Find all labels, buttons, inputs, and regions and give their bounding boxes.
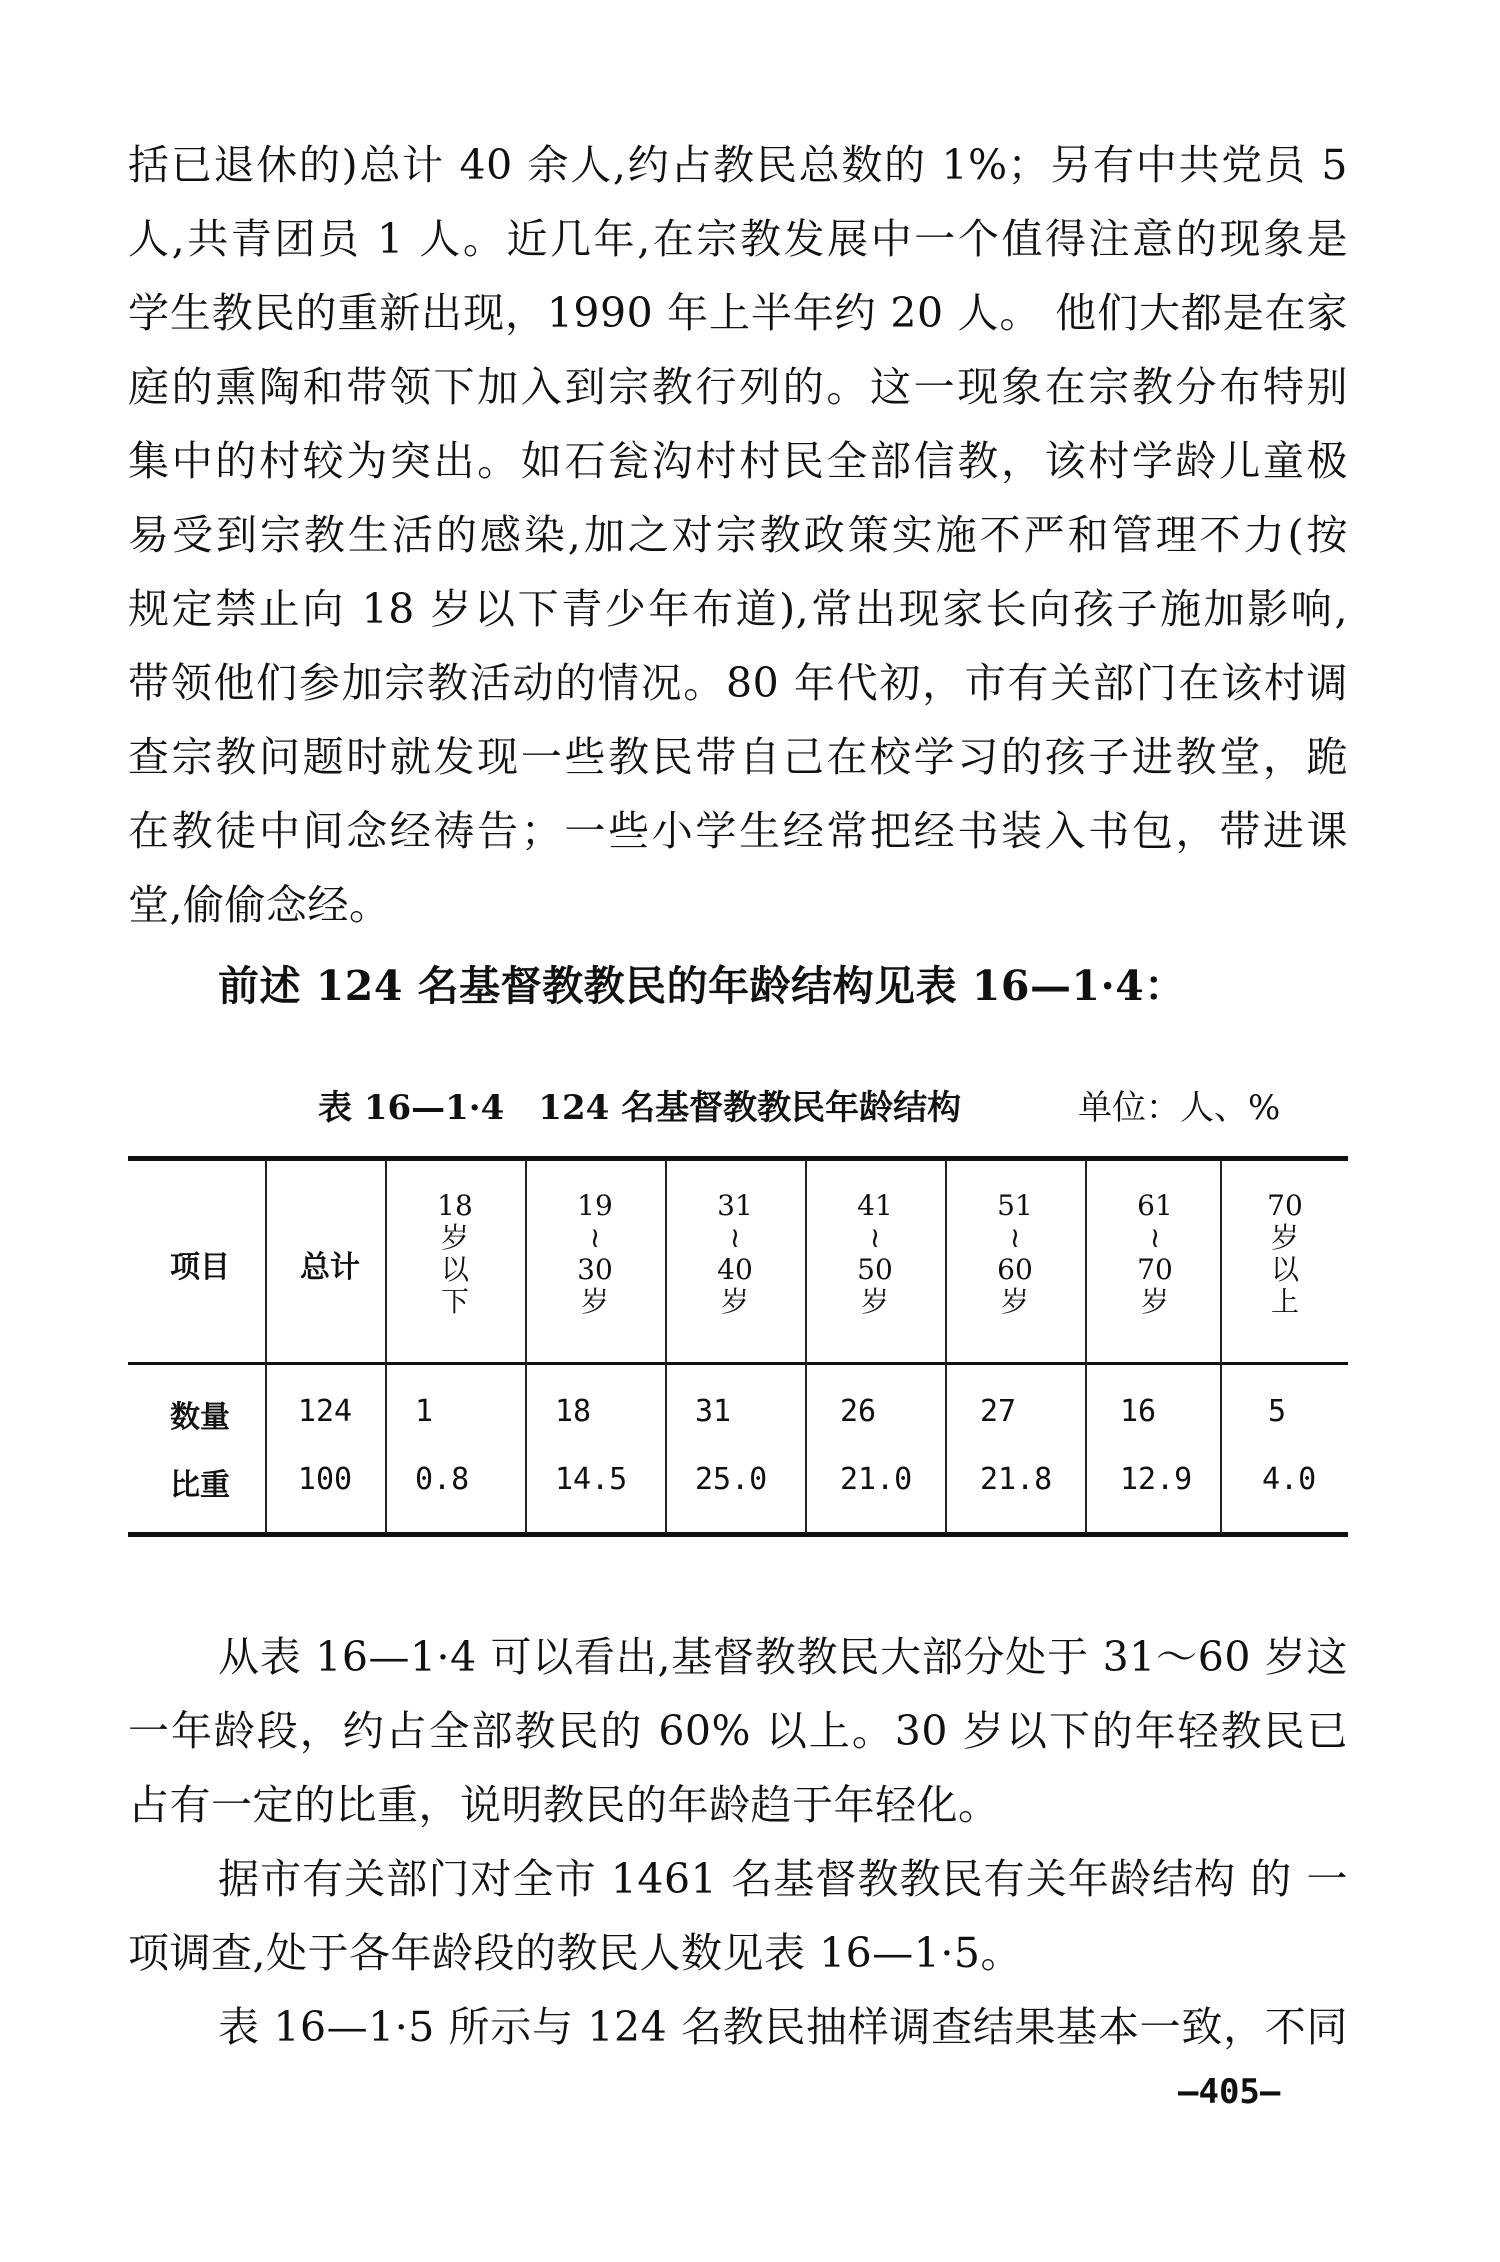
table-cell: 31 xyxy=(695,1394,732,1429)
table-header-age-group: 19 ≀ 30 岁 xyxy=(577,1189,613,1318)
table-column-divider xyxy=(525,1160,527,1534)
table-cell: 14.5 xyxy=(555,1462,628,1497)
table-header-age-group: 70 岁 以 上 xyxy=(1267,1189,1303,1318)
table-column-divider xyxy=(1220,1160,1222,1534)
table-cell: 4.0 xyxy=(1262,1462,1317,1497)
table-row-label: 数量 xyxy=(170,1400,230,1435)
paragraph-5 xyxy=(128,1990,1348,2064)
table-caption xyxy=(318,1080,1281,1129)
table-header-age-group: 41 ≀ 50 岁 xyxy=(857,1189,893,1318)
paragraph-4 xyxy=(128,1842,1348,1990)
table-row-label: 比重 xyxy=(170,1468,230,1503)
table-cell: 1 xyxy=(415,1394,434,1429)
text-line: 括已退休的)总计 40 余人,约占教民总数的 1%；另有中共党员 5 xyxy=(128,141,1348,189)
table-header-age-group: 18 岁 以 下 xyxy=(437,1189,473,1318)
page-number: —405— xyxy=(1178,2072,1281,2112)
table-cell: 21.8 xyxy=(980,1462,1053,1497)
table-bottom-rule xyxy=(128,1532,1348,1537)
text-line: 项调查,处于各年龄段的教民人数见表 16—1·5。 xyxy=(128,1929,1022,1977)
paragraph-2 xyxy=(128,949,1348,1023)
table-cell: 5 xyxy=(1268,1394,1287,1429)
text-line: 在教徒中间念经祷告；一些小学生经常把经书装入书包，带进课 xyxy=(128,807,1348,855)
table-column-divider xyxy=(265,1160,267,1534)
table-cell: 0.8 xyxy=(415,1462,470,1497)
text-line: 表 16—1·5 所示与 124 名教民抽样调查结果基本一致，不同 xyxy=(218,2003,1348,2051)
table-column-divider xyxy=(945,1160,947,1534)
text-line: 庭的熏陶和带领下加入到宗教行列的。这一现象在宗教分布特别 xyxy=(128,363,1348,411)
paragraph-3 xyxy=(128,1620,1348,1842)
text-line: 学生教民的重新出现，1990 年上半年约 20 人。 他们大都是在家 xyxy=(128,289,1348,337)
text-line: 查宗教问题时就发现一些教民带自己在校学习的孩子进教堂，跪 xyxy=(128,733,1348,781)
table-cell: 124 xyxy=(297,1394,353,1429)
table-cell: 27 xyxy=(980,1394,1017,1429)
table-cell: 26 xyxy=(840,1394,877,1429)
text-line: 堂,偷偷念经。 xyxy=(128,881,391,929)
table-column-divider xyxy=(385,1160,387,1534)
table-column-divider xyxy=(1085,1160,1087,1534)
table-header-total: 总计 xyxy=(300,1250,360,1285)
table-header-age-group: 61 ≀ 70 岁 xyxy=(1137,1189,1173,1318)
table-header-rule xyxy=(128,1362,1348,1365)
table-top-rule xyxy=(128,1156,1348,1161)
table-header-age-group: 31 ≀ 40 岁 xyxy=(717,1189,753,1318)
table-unit: 单位：人、% xyxy=(1078,1088,1281,1128)
table-column-divider xyxy=(805,1160,807,1534)
text-line: 从表 16—1·4 可以看出,基督教教民大部分处于 31～60 岁这 xyxy=(218,1633,1348,1681)
text-line: 人,共青团员 1 人。近几年,在宗教发展中一个值得注意的现象是 xyxy=(128,215,1348,263)
text-line: 易受到宗教生活的感染,加之对宗教政策实施不严和管理不力(按 xyxy=(128,511,1348,559)
text-line: 据市有关部门对全市 1461 名基督教教民有关年龄结构 的 一 xyxy=(218,1855,1348,1903)
table-cell: 21.0 xyxy=(840,1462,913,1497)
paragraph-1 xyxy=(128,128,1348,942)
table-cell: 12.9 xyxy=(1120,1462,1193,1497)
text-line: 一年龄段，约占全部教民的 60% 以上。30 岁以下的年轻教民已 xyxy=(128,1707,1348,1755)
table-cell: 18 xyxy=(555,1394,592,1429)
text-line: 带领他们参加宗教活动的情况。80 年代初，市有关部门在该村调 xyxy=(128,659,1348,707)
table-header-item: 项目 xyxy=(170,1250,230,1285)
table-header-age-group: 51 ≀ 60 岁 xyxy=(997,1189,1033,1318)
text-line: 规定禁止向 18 岁以下青少年布道),常出现家长向孩子施加影响, xyxy=(128,585,1348,633)
text-line: 集中的村较为突出。如石瓮沟村村民全部信教，该村学龄儿童极 xyxy=(128,437,1348,485)
table-title: 表 16—1·4 124 名基督教教民年龄结构 xyxy=(318,1088,962,1128)
text-line: 占有一定的比重，说明教民的年龄趋于年轻化。 xyxy=(128,1781,1000,1829)
table-column-divider xyxy=(665,1160,667,1534)
table-cell: 100 xyxy=(297,1462,353,1497)
text-line: 前述 124 名基督教教民的年龄结构见表 16—1·4： xyxy=(218,962,1186,1010)
table-cell: 16 xyxy=(1120,1394,1157,1429)
table-cell: 25.0 xyxy=(695,1462,768,1497)
